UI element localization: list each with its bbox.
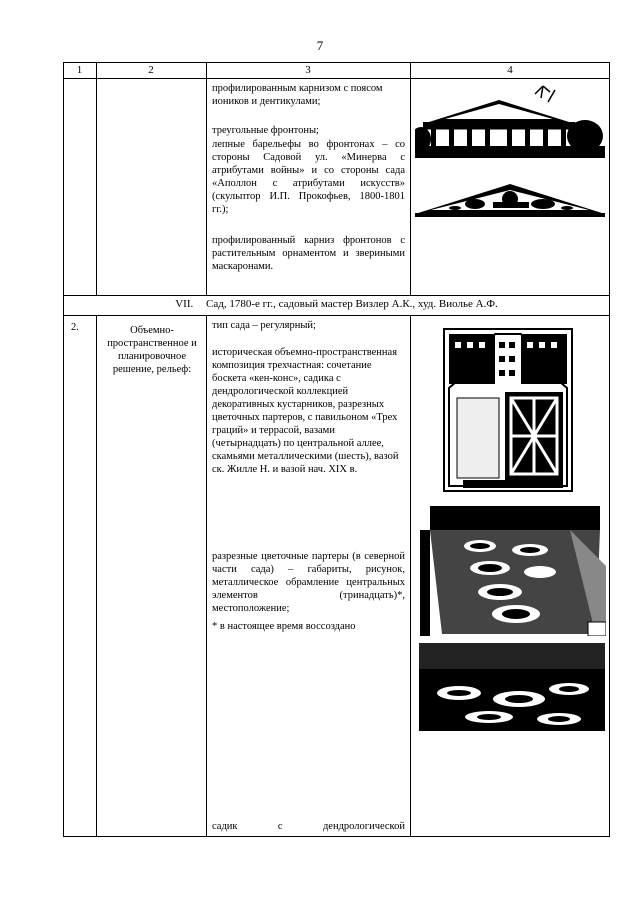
table-rule bbox=[63, 315, 610, 316]
table-rule bbox=[96, 315, 97, 837]
row1-paragraph: профилированным карнизом с поясом иоников и дентикулами; bbox=[212, 83, 383, 107]
table-rule bbox=[63, 836, 610, 837]
row2-category: Объемно-пространственное и планировочное решение, рельеф: bbox=[107, 325, 197, 375]
table-rule bbox=[96, 62, 97, 295]
row1-paragraph: треугольные фронтоны; bbox=[212, 125, 319, 136]
row1-paragraph: лепные барельефы во фронтонах – со стороны Садовой ул. «Минерва с атрибутами войны» и со стороны сада «Аполлон с атрибутами искусств» (скульптор И.П. Прокофьев, 1800-1801 гг.); bbox=[212, 139, 405, 215]
row2-number: 2. bbox=[71, 322, 79, 333]
table-rule bbox=[206, 62, 207, 295]
row2-paragraph: историческая объемно-пространственная композиция трехчастная: сочетание боскета «кен-конс», садика с дендрологической коллекцией декоративных кустарников, разрезных цветочных партеров, с павильоном «Трех граций» и террасой, вазами (четырнадцать) по центральной аллее, скамьями металлическими (шесть), вазой ск. Жилле Н. и вазой нач. XIX в. bbox=[212, 347, 399, 475]
column-header-4: 4 bbox=[507, 64, 513, 76]
table-rule bbox=[206, 315, 207, 837]
table-rule bbox=[63, 295, 610, 296]
row2-paragraph: садик с дендрологической bbox=[212, 821, 405, 832]
table-rule bbox=[63, 62, 610, 63]
heritage-table bbox=[63, 62, 610, 837]
column-header-2: 2 bbox=[148, 64, 154, 76]
table-rule bbox=[609, 62, 610, 837]
pediment-relief-photo bbox=[415, 180, 605, 220]
parterre-aerial-photo bbox=[420, 506, 606, 636]
row2-paragraph: разрезные цветочные партеры (в северной части сада) – габариты, рисунок, металлическое обрамление центральных элементов (тринадцать)*, местоположение; bbox=[212, 551, 405, 614]
row1-paragraph: профилированный карниз фронтонов с растительным орнаментом и звериными маскаронами. bbox=[212, 235, 405, 272]
column-header-1: 1 bbox=[76, 64, 83, 76]
section-title: Сад, 1780-е гг., садовый мастер Визлер А.К., худ. Виолье А.Ф. bbox=[206, 298, 498, 310]
page-number: 7 bbox=[316, 38, 324, 53]
row2-footnote: * в настоящее время воссоздано bbox=[212, 621, 356, 632]
row2-paragraph: тип сада – регулярный; bbox=[212, 320, 316, 331]
table-rule bbox=[63, 62, 64, 837]
section-heading bbox=[63, 298, 610, 310]
garden-plan-drawing bbox=[443, 328, 573, 492]
pavilion-facade-photo bbox=[415, 84, 605, 158]
table-rule bbox=[63, 78, 610, 79]
parterre-photo bbox=[419, 643, 605, 731]
table-rule bbox=[410, 315, 411, 837]
section-number: VII. bbox=[175, 298, 194, 310]
column-header-3: 3 bbox=[305, 64, 311, 76]
table-rule bbox=[410, 62, 411, 295]
